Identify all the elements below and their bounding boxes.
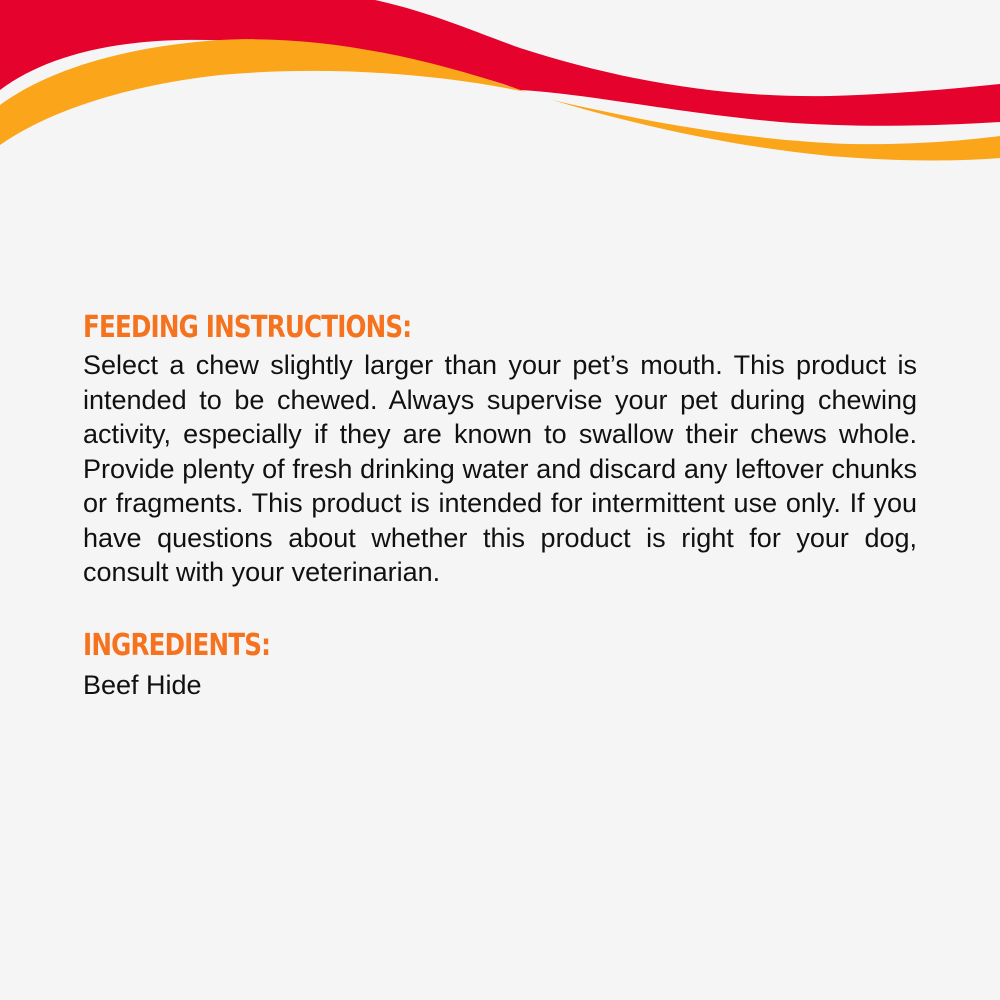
product-info — [83, 308, 917, 702]
feeding-instructions-heading: FEEDING INSTRUCTIONS: — [83, 310, 412, 345]
ingredients-heading: INGREDIENTS: — [83, 627, 271, 663]
wave-banner — [0, 0, 1000, 200]
feeding-instructions-text: Select a chew slightly larger than your pet’s mouth. This product is intended to be chewed. Always supervise your pet during chewing activity, especially if they are known to swallow their chews whole. Provide plenty of fresh drinking water and discard any leftover chunks or fragments. This product is intended for intermittent use only. If you have questions about whether this product is right for your dog, consult with your veterinarian. — [83, 350, 917, 587]
ingredients-text: Beef Hide — [83, 669, 202, 700]
